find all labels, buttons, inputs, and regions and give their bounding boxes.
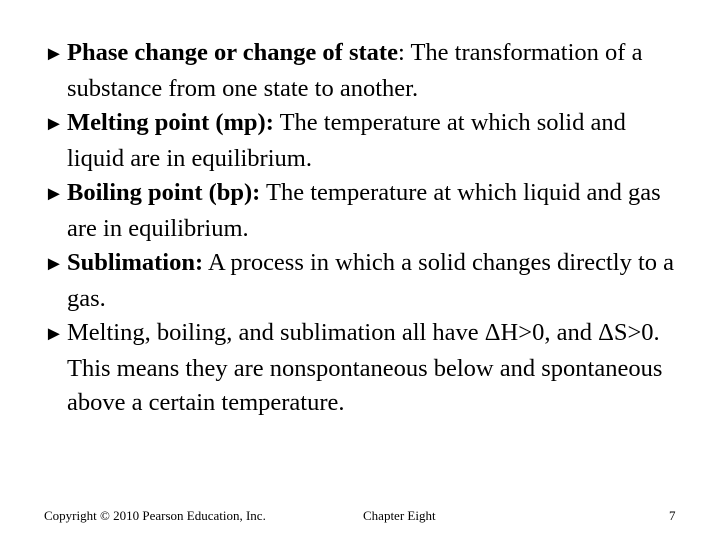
term-label: Boiling point (bp): (67, 179, 261, 206)
bullet-sublimation (44, 246, 684, 316)
bullet-boiling-point (44, 176, 684, 246)
definition-text: The temperature at which liquid and gas are in equilibrium. (67, 179, 661, 242)
triangle-bullet-icon: ► (44, 253, 64, 275)
triangle-bullet-icon: ► (44, 113, 64, 135)
triangle-bullet-icon: ► (44, 43, 64, 65)
bullet-phase-change (44, 36, 684, 106)
definition-text: The transformation of a substance from one state to another. (67, 39, 643, 102)
triangle-bullet-icon: ► (44, 323, 64, 345)
bullet-list (44, 36, 684, 421)
bullet-melting-point (44, 106, 684, 176)
triangle-bullet-icon: ► (44, 183, 64, 205)
footer-copyright: Copyright © 2010 Pearson Education, Inc. (44, 508, 266, 523)
definition-text: A process in which a solid changes directly to a gas. (67, 249, 674, 312)
footer-chapter: Chapter Eight (363, 508, 436, 523)
term-separator: : (397, 39, 411, 66)
footer-page-number: 7 (669, 508, 676, 523)
definition-text: Melting, boiling, and sublimation all have ΔH>0, and ΔS>0. This means they are nonspontaneous below and spontaneous above a certain temperature. (67, 319, 663, 416)
term-label: Melting point (mp): (67, 109, 274, 136)
term-label: Phase change or change of state (67, 39, 398, 66)
term-label: Sublimation: (67, 249, 204, 276)
bullet-enthalpy-entropy (44, 316, 684, 421)
definition-text: The temperature at which solid and liquid are in equilibrium. (67, 109, 626, 172)
